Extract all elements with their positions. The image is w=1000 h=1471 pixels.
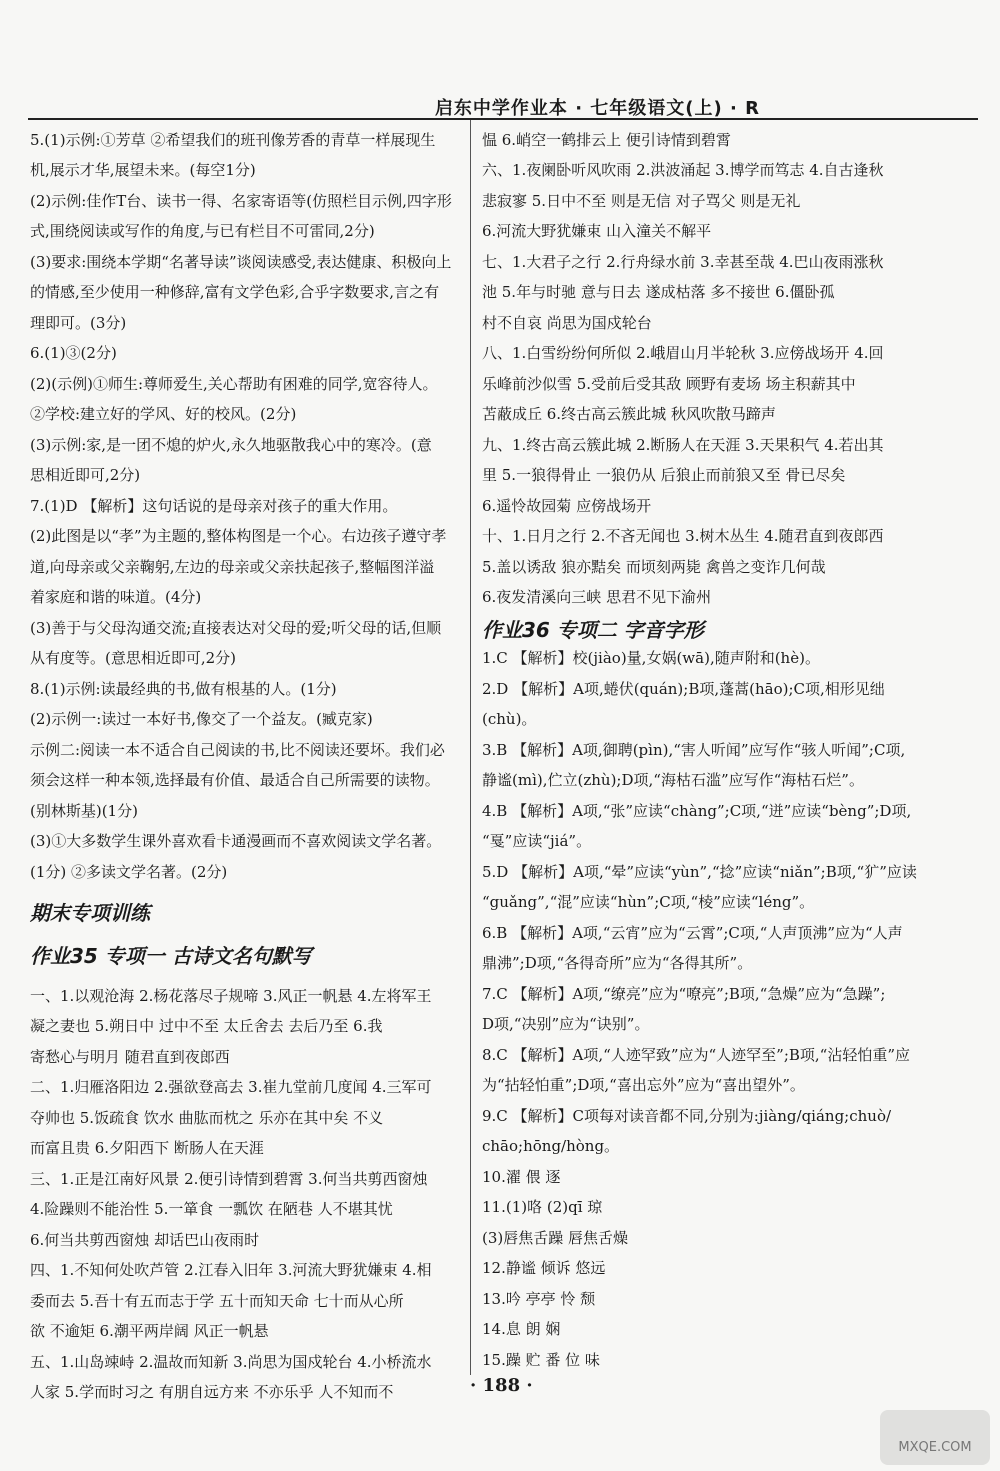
left-text-line: 8.(1)示例:读最经典的书,做有根基的人。(1分) bbox=[30, 680, 337, 698]
right-text-line: 八、1.白雪纷纷何所似 2.峨眉山月半轮秋 3.应傍战场开 4.回 bbox=[482, 344, 884, 362]
right-text-line: chāo;hōng/hòng。 bbox=[482, 1137, 620, 1155]
left-text-line: 式,围绕阅读或写作的角度,与已有栏目不可雷同,2分) bbox=[30, 222, 375, 240]
right-text-line: 愠 6.峭空一鹤排云上 便引诗情到碧霄 bbox=[482, 131, 731, 149]
left-text-line: 二、1.归雁洛阳边 2.强欲登高去 3.崔九堂前几度闻 4.三军可 bbox=[30, 1078, 432, 1096]
left-text-line: 7.(1)D 【解析】这句话说的是母亲对孩子的重大作用。 bbox=[30, 497, 398, 515]
left-text-line: 示例二:阅读一本不适合自己阅读的书,比不阅读还要坏。我们必 bbox=[30, 741, 445, 759]
left-text-line: 人家 5.学而时习之 有朋自远方来 不亦乐乎 人不知而不 bbox=[30, 1383, 394, 1401]
right-text-line: 4.B 【解析】A项,“张”应读“chàng”;C项,“迸”应读“bèng”;D项, bbox=[482, 802, 912, 820]
right-text-line: 十、1.日月之行 2.不吝无闻也 3.树木丛生 4.随君直到夜郎西 bbox=[482, 527, 884, 545]
left-text-line: 五、1.山岛竦峙 2.温故而知新 3.尚思为国戍轮台 4.小桥流水 bbox=[30, 1353, 432, 1371]
right-text-line: 10.濯 偎 逐 bbox=[482, 1168, 561, 1186]
left-text-line: 6.(1)③(2分) bbox=[30, 344, 117, 362]
left-text-line: 须会这样一种本领,选择最有价值、最适合自己所需要的读物。 bbox=[30, 771, 440, 789]
watermark-logo: MXQE.COM bbox=[880, 1410, 990, 1465]
left-text-line: (2)示例一:读过一本好书,像交了一个益友。(臧克家) bbox=[30, 710, 373, 728]
left-text-line: 4.险躁则不能治性 5.一箪食 一瓢饮 在陋巷 人不堪其忧 bbox=[30, 1200, 393, 1218]
right-text-line: 六、1.夜阑卧听风吹雨 2.洪波涌起 3.博学而笃志 4.自古逢秋 bbox=[482, 161, 884, 179]
right-text-line: 为“拈轻怕重”;D项,“喜出忘外”应为“喜出望外”。 bbox=[482, 1076, 805, 1094]
right-text-line: 14.息 朗 娴 bbox=[482, 1320, 561, 1338]
right-text-line: 村不自哀 尚思为国戍轮台 bbox=[482, 314, 652, 332]
left-text-line: 的情感,至少使用一种修辞,富有文学色彩,合乎字数要求,言之有 bbox=[30, 283, 440, 301]
left-text-line: (2)此图是以“孝”为主题的,整体构图是一个心。右边孩子遵守孝 bbox=[30, 527, 447, 545]
right-text-line: 6.河流大野犹嫌束 山入潼关不解平 bbox=[482, 222, 712, 240]
right-text-line: 悲寂寥 5.日中不至 则是无信 对子骂父 则是无礼 bbox=[482, 192, 801, 210]
right-text-line: 静谧(mì),伫立(zhù);D项,“海枯石滥”应写作“海枯石烂”。 bbox=[482, 771, 864, 789]
left-text-line: 一、1.以观沧海 2.杨花落尽子规啼 3.风正一帆悬 4.左将军王 bbox=[30, 987, 432, 1005]
right-text-line: 11.(1)咯 (2)qī 琼 bbox=[482, 1198, 603, 1216]
left-text-line: ②学校:建立好的学风、好的校风。(2分) bbox=[30, 405, 297, 423]
left-text-line: 四、1.不知何处吹芦管 2.江春入旧年 3.河流大野犹嫌束 4.相 bbox=[30, 1261, 432, 1279]
right-text-line: “guǎng”,“混”应读“hùn”;C项,“棱”应读“léng”。 bbox=[482, 893, 815, 911]
left-text-line: (别林斯基)(1分) bbox=[30, 802, 138, 820]
left-section-heading: 作业35 专项一 古诗文名句默写 bbox=[30, 944, 312, 968]
right-text-line: 8.C 【解析】A项,“人迹罕致”应为“人迹罕至”;B项,“沾轻怕重”应 bbox=[482, 1046, 911, 1064]
right-text-line: (chù)。 bbox=[482, 710, 537, 728]
left-text-line: 6.何当共剪西窗烛 却话巴山夜雨时 bbox=[30, 1231, 260, 1249]
left-text-line: 思相近即可,2分) bbox=[30, 466, 141, 484]
left-text-line: 寄愁心与明月 随君直到夜郎西 bbox=[30, 1048, 230, 1066]
left-text-line: (2)(示例)①师生:尊师爱生,关心帮助有困难的同学,宽容待人。 bbox=[30, 375, 438, 393]
right-text-line: 5.盖以诱敌 狼亦黠矣 而顷刻两毙 禽兽之变诈几何哉 bbox=[482, 558, 826, 576]
left-text-line: (1分) ②多读文学名著。(2分) bbox=[30, 863, 228, 881]
left-text-line: (2)示例:佳作T台、读书一得、名家寄语等(仿照栏目示例,四字形 bbox=[30, 192, 452, 210]
left-text-line: 5.(1)示例:①芳草 ②希望我们的班刊像芳香的青草一样展现生 bbox=[30, 131, 436, 149]
left-text-line: 委而去 5.吾十有五而志于学 五十而知天命 七十而从心所 bbox=[30, 1292, 404, 1310]
left-text-line: 理即可。(3分) bbox=[30, 314, 127, 332]
right-text-line: 七、1.大君子之行 2.行舟绿水前 3.幸甚至哉 4.巴山夜雨涨秋 bbox=[482, 253, 884, 271]
right-text-line: “戛”应读“jiá”。 bbox=[482, 832, 592, 850]
left-text-line: (3)要求:围绕本学期“名著导读”谈阅读感受,表达健康、积极向上 bbox=[30, 253, 452, 271]
left-text-line: 着家庭和谐的味道。(4分) bbox=[30, 588, 202, 606]
right-text-line: D项,“决别”应为“诀别”。 bbox=[482, 1015, 650, 1033]
left-text-line: (3)示例:家,是一团不熄的炉火,永久地驱散我心中的寒冷。(意 bbox=[30, 436, 432, 454]
header-title: 启东中学作业本 · 七年级语文(上) · R bbox=[434, 98, 760, 119]
right-text-line: 九、1.终古高云簇此城 2.断肠人在天涯 3.天果积气 4.若出其 bbox=[482, 436, 884, 454]
right-text-line: 13.吟 亭亭 怜 颓 bbox=[482, 1290, 596, 1308]
right-text-line: 鼎沸”;D项,“各得奇所”应为“各得其所”。 bbox=[482, 954, 753, 972]
left-column bbox=[30, 120, 460, 1401]
right-text-line: 6.B 【解析】A项,“云宵”应为“云霄”;C项,“人声顶沸”应为“人声 bbox=[482, 924, 903, 942]
left-text-line: 凝之妻也 5.朔日中 过中不至 太丘舍去 去后乃至 6.我 bbox=[30, 1017, 383, 1035]
right-text-line: 7.C 【解析】A项,“缭亮”应为“嘹亮”;B项,“急燥”应为“急躁”; bbox=[482, 985, 886, 1003]
right-section-heading: 作业36 专项二 字音字形 bbox=[482, 618, 704, 642]
right-text-line: 6.夜发清溪向三峡 思君不见下渝州 bbox=[482, 588, 712, 606]
right-text-line: 6.遥怜故园菊 应傍战场开 bbox=[482, 497, 652, 515]
left-text-line: (3)①大多数学生课外喜欢看卡通漫画而不喜欢阅读文学名著。 bbox=[30, 832, 442, 850]
right-text-line: 里 5.一狼得骨止 一狼仍从 后狼止而前狼又至 骨已尽矣 bbox=[482, 466, 846, 484]
column-divider bbox=[470, 120, 471, 1375]
left-text-line: 道,向母亲或父亲鞠躬,左边的母亲或父亲扶起孩子,整幅图洋溢 bbox=[30, 558, 435, 576]
left-text-line: (3)善于与父母沟通交流;直接表达对父母的爱;听父母的话,但顺 bbox=[30, 619, 442, 637]
left-text-line: 欲 不逾矩 6.潮平两岸阔 风正一帆悬 bbox=[30, 1322, 269, 1340]
right-text-line: 15.躁 贮 番 位 味 bbox=[482, 1351, 600, 1369]
right-text-line: 池 5.年与时驰 意与日去 遂成枯落 多不接世 6.僵卧孤 bbox=[482, 283, 835, 301]
right-text-line: 5.D 【解析】A项,“晕”应读“yùn”,“捻”应读“niǎn”;B项,“犷”应读 bbox=[482, 863, 917, 881]
right-text-line: 9.C 【解析】C项每对读音都不同,分别为:jiàng/qiáng;chuò/ bbox=[482, 1107, 892, 1125]
page-number: · 188 · bbox=[470, 1375, 533, 1396]
right-text-line: 3.B 【解析】A项,御聘(pìn),“害人听闻”应写作“骇人听闻”;C项, bbox=[482, 741, 906, 759]
left-text-line: 夺帅也 5.饭疏食 饮水 曲肱而枕之 乐亦在其中矣 不义 bbox=[30, 1109, 384, 1127]
left-text-line: 从有度等。(意思相近即可,2分) bbox=[30, 649, 237, 667]
right-text-line: 乐峰前沙似雪 5.受前后受其敌 顾野有麦场 场主积薪其中 bbox=[482, 375, 856, 393]
right-text-line: 1.C 【解析】校(jiào)量,女娲(wā),随声附和(hè)。 bbox=[482, 649, 820, 667]
right-text-line: 12.静谧 倾诉 悠远 bbox=[482, 1259, 606, 1277]
right-text-line: (3)唇焦舌躁 唇焦舌燥 bbox=[482, 1229, 629, 1247]
left-section-heading: 期末专项训练 bbox=[30, 901, 150, 925]
right-text-line: 2.D 【解析】A项,蜷伏(quán);B项,蓬蒿(hāo);C项,相形见绌 bbox=[482, 680, 885, 698]
left-text-line: 三、1.正是江南好风景 2.便引诗情到碧霄 3.何当共剪西窗烛 bbox=[30, 1170, 428, 1188]
right-text-line: 苫蔽成丘 6.终古高云簇此城 秋风吹散马蹄声 bbox=[482, 405, 776, 423]
left-text-line: 而富且贵 6.夕阳西下 断肠人在天涯 bbox=[30, 1139, 264, 1157]
left-text-line: 机,展示才华,展望未来。(每空1分) bbox=[30, 161, 256, 179]
right-column bbox=[482, 120, 962, 1370]
